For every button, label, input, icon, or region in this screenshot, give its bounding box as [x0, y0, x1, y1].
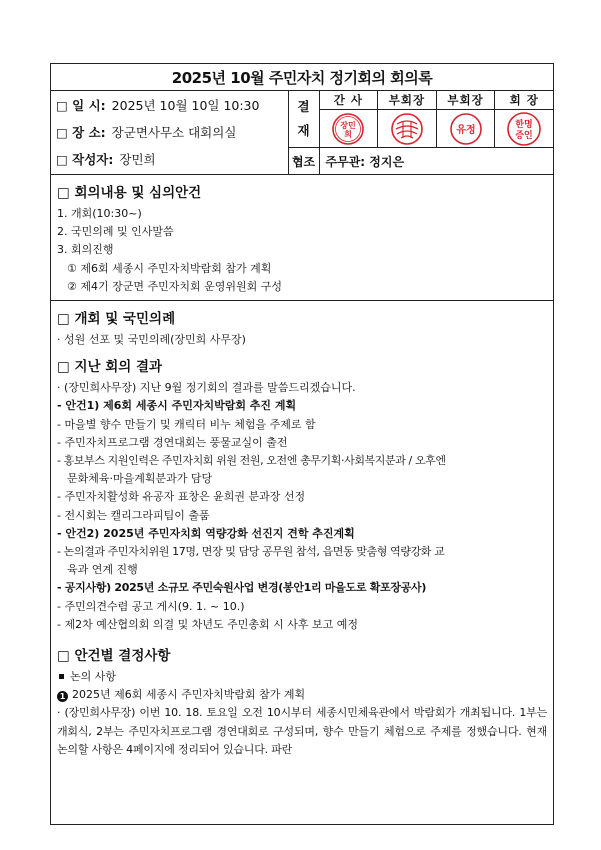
- result-line: - 전시회는 캘리그라피팀이 출품: [57, 508, 210, 522]
- approval-label-1: 결: [297, 99, 310, 114]
- cooperation-label: 협조: [289, 148, 320, 174]
- agenda-item: 1. 개회(10:30~): [57, 207, 142, 220]
- minutes-document: [50, 63, 554, 825]
- cooperation-value: 주무관: 정지은: [325, 154, 405, 169]
- result-line: - 안건1) 제6회 세종시 주민자치박람회 추진 계획: [57, 399, 297, 413]
- section-heading: □ 안건별 결정사항: [57, 648, 171, 665]
- result-line: - 주민자치프로그램 경연대회는 풍물교실이 출전: [57, 435, 288, 449]
- agenda-item: 2. 국민의례 및 인사말씀: [57, 225, 174, 239]
- stamp-secretary: [320, 110, 378, 147]
- place-value: 장군면사무소 대회의실: [111, 124, 237, 140]
- author-label: □ 작성자:: [56, 151, 114, 167]
- agenda-subitem: ① 제6회 세종시 주민자치박람회 참가 계획: [67, 261, 272, 275]
- result-line: - 홍보부스 지원인력은 주민자치회 위원 전원, 오전엔 총무기획·사회복지분과 / 오후엔: [57, 454, 446, 468]
- stamp-vice-2: [437, 110, 495, 147]
- approval-row: [289, 91, 553, 148]
- approval-label: [289, 91, 320, 147]
- role-label: 부회장: [378, 91, 436, 110]
- decision-sub-label: 논의 사항: [70, 670, 117, 684]
- section-heading: □ 지난 회의 결과: [57, 359, 163, 376]
- decision-item-text: 2025년 제6회 세종시 주민자치박람회 참가 계획: [72, 688, 306, 702]
- stamp-text: 증인: [515, 130, 533, 141]
- header-section: [51, 91, 553, 175]
- number-badge-icon: 1: [57, 691, 68, 702]
- stamp-vice-1: [378, 110, 436, 147]
- result-line: - 마을별 향수 만들기 및 캐릭터 비누 체험을 주제로 함: [57, 417, 316, 431]
- place-row: [51, 118, 288, 145]
- role-label: 회 장: [495, 91, 553, 110]
- result-line: - 안건2) 2025년 주민자치회 역량강화 선진지 견학 추진계획: [57, 526, 355, 540]
- result-line: - 논의결과 주민자치위원 17명, 면장 및 담당 공무원 참석, 읍면동 맞춤형 역량강화 교: [57, 545, 445, 559]
- meeting-info: [51, 91, 289, 174]
- stamp-text: 장민: [340, 120, 357, 130]
- opening-line: · 성원 선포 및 국민의례(장민희 사무장): [57, 333, 246, 347]
- decision-body: · (장민희사무장) 이번 10. 18. 토요일 오전 10시부터 세종시민체육관에서 박람회가 개최됩니다. 1부는 개회식, 2부는 주민자치프로그램 경연대회로 구성되며, 향수 만들기 체험으로 주제를 정했습니다. 현재 논의할 사항은 4페이지에 정리되어 있습니다. 파란: [57, 706, 547, 756]
- decision-subheading: [57, 668, 547, 686]
- agenda-item: 3. 회의진행: [57, 243, 114, 257]
- result-line: - 주민자치활성화 유공자 표창은 윤희권 분과장 선정: [57, 490, 306, 504]
- section-heading: □ 개회 및 국민의례: [57, 311, 176, 328]
- approval-col-secretary: [320, 91, 379, 147]
- stamp-text: 한명: [515, 119, 533, 130]
- result-line: · (장민희사무장) 지난 9월 정기회의 결과를 말씀드리겠습니다.: [57, 381, 356, 395]
- stamp-text: 희: [344, 129, 353, 139]
- approval-columns: [320, 91, 553, 147]
- role-label: 간 사: [320, 91, 378, 110]
- seal-stamp-icon: [331, 112, 365, 146]
- place-label: □ 장 소:: [56, 124, 106, 140]
- date-value: 2025년 10월 10일 10:30: [111, 97, 260, 113]
- seal-stamp-icon: [389, 112, 425, 146]
- square-bullet-icon: [59, 674, 64, 679]
- approval-col-vice-1: [378, 91, 437, 147]
- result-line: - 주민의견수렴 공고 게시(9. 1. ~ 10.): [57, 599, 245, 613]
- date-row: [51, 91, 288, 118]
- cooperation-row: [289, 148, 553, 174]
- document-title: 2025년 10월 주민자치 정기회의 회의록: [51, 64, 553, 91]
- agenda-section: [51, 175, 553, 301]
- stamp-president: [495, 110, 553, 147]
- approval-col-president: [495, 91, 553, 147]
- approval-label-2: 재: [297, 123, 310, 138]
- agenda-subitem: ② 제4기 장군면 주민자치회 운영위원회 구성: [67, 279, 282, 293]
- decision-item-title: [57, 686, 547, 704]
- result-line: 육과 연계 진행: [67, 563, 138, 577]
- approval-col-vice-2: [437, 91, 496, 147]
- opening-section: [51, 301, 553, 759]
- seal-stamp-icon: [506, 111, 542, 147]
- role-label: 부회장: [437, 91, 495, 110]
- result-line: - 제2차 예산협의회 의결 및 차년도 주민총회 시 사후 보고 예정: [57, 617, 358, 631]
- date-label: □ 일 시:: [56, 97, 106, 113]
- section-heading: □ 회의내용 및 심의안건: [57, 185, 202, 201]
- result-line: - 공지사항) 2025년 소규모 주민숙원사업 변경(봉안1리 마을도로 확포장공사): [57, 581, 427, 595]
- result-line: 문화체육·마을계획분과가 담당: [67, 472, 213, 486]
- author-row: [51, 145, 288, 172]
- approval-box: [289, 91, 553, 174]
- seal-stamp-icon: [448, 112, 484, 146]
- author-value: 장민희: [119, 151, 156, 167]
- stamp-text: 유정: [455, 124, 476, 136]
